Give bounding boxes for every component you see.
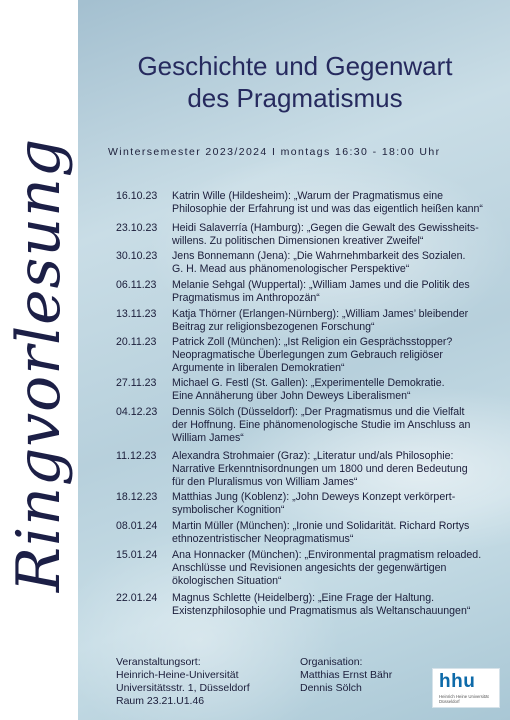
vertical-title: Ringvorlesung bbox=[4, 137, 74, 593]
lecture-text: Dennis Sölch (Düsseldorf): „Der Pragmatismus und die Vielfalt der Hoffnung. Eine phänomenologische Studie im Anschluss an William James“ bbox=[172, 406, 471, 444]
lecture-text: Katrin Wille (Hildesheim): „Warum der Pragmatismus eine Philosophie der Erfahrung ist und was das eigentlich heißen kann“ bbox=[172, 190, 483, 215]
lecture-date: 16.10.23 bbox=[116, 190, 158, 202]
venue-block bbox=[116, 656, 250, 708]
organisation-label: Organisation: bbox=[300, 656, 363, 668]
logo-subtitle: Heinrich Heine Universität Düsseldorf bbox=[439, 694, 489, 704]
lecture-text: Melanie Sehgal (Wuppertal): „William James und die Politik des Pragmatismus im Anthropozän“ bbox=[172, 279, 470, 304]
venue-line: Raum 23.21.U1.46 bbox=[116, 695, 205, 707]
lecture-text: Michael G. Festl (St. Gallen): „Experimentelle Demokratie. Eine Annäherung über John Deweys Liberalismen“ bbox=[172, 377, 445, 402]
logo-letters: hhu bbox=[439, 671, 476, 692]
lecture-text: Ana Honnacker (München): „Environmental pragmatism reloaded. Anschlüsse und Revisionen angesichts der gegenwärtigen ökologischen Situation“ bbox=[172, 549, 482, 587]
organisation-block bbox=[300, 656, 392, 695]
title-line-1: Geschichte und Gegenwart bbox=[137, 51, 453, 81]
venue-label: Veranstaltungsort: bbox=[116, 656, 201, 668]
lecture-date: 18.12.23 bbox=[116, 491, 158, 503]
vertical-title-area bbox=[4, 137, 74, 593]
lecture-text: Patrick Zoll (München): „Ist Religion ein Gesprächsstopper? Neopragmatische Überlegungen zum Gebrauch religiöser Argumente in liberalen Demokratien“ bbox=[172, 336, 453, 374]
lecture-date: 15.01.24 bbox=[116, 549, 158, 561]
organiser-name: Dennis Sölch bbox=[300, 682, 362, 694]
organiser-name: Matthias Ernst Bähr bbox=[300, 669, 393, 681]
lecture-date: 06.11.23 bbox=[116, 279, 157, 291]
semester-line: Wintersemester 2023/2024 I montags 16:30 - 18:00 Uhr bbox=[108, 146, 441, 158]
lecture-date: 23.10.23 bbox=[116, 222, 158, 234]
lecture-text: Matthias Jung (Koblenz): „John Deweys Konzept verkörpert- symbolischer Kognition“ bbox=[172, 491, 456, 516]
lecture-text: Katja Thörner (Erlangen-Nürnberg): „William James’ bleibender Beitrag zur religionsbezogenen Forschung“ bbox=[172, 308, 469, 333]
lecture-date: 04.12.23 bbox=[116, 406, 158, 418]
lecture-date: 27.11.23 bbox=[116, 377, 157, 389]
lecture-text: Heidi Salaverría (Hamburg): „Gegen die Gewalt des Gewissheits- willens. Zu politischen Dimensionen kreativer Zweifel“ bbox=[172, 222, 479, 247]
page-title bbox=[95, 50, 495, 114]
lecture-text: Jens Bonnemann (Jena): „Die Wahrnehmbarkeit des Sozialen. G. H. Mead aus phänomenologischer Perspektive“ bbox=[172, 250, 466, 275]
hhu-logo bbox=[432, 668, 500, 708]
lecture-date: 30.10.23 bbox=[116, 250, 158, 262]
lecture-text: Alexandra Strohmaier (Graz): „Literatur und/als Philosophie: Narrative Erkenntnisordnungen um 1800 und deren Bedeutung für den Pluralismus von William James“ bbox=[172, 450, 468, 488]
lecture-text: Martin Müller (München): „Ironie und Solidarität. Richard Rortys ethnozentristischer Neopragmatismus“ bbox=[172, 520, 470, 545]
lecture-date: 13.11.23 bbox=[116, 308, 157, 320]
venue-line: Universitätsstr. 1, Düsseldorf bbox=[116, 682, 250, 694]
lecture-text: Magnus Schlette (Heidelberg): „Eine Frage der Haltung. Existenzphilosophie und Pragmatismus als Weltanschauungen“ bbox=[172, 592, 471, 617]
title-line-2: des Pragmatismus bbox=[187, 83, 403, 113]
lecture-date: 11.12.23 bbox=[116, 450, 157, 462]
venue-line: Heinrich-Heine-Universität bbox=[116, 669, 239, 681]
lecture-date: 20.11.23 bbox=[116, 336, 157, 348]
lecture-date: 08.01.24 bbox=[116, 520, 158, 532]
lecture-date: 22.01.24 bbox=[116, 592, 158, 604]
